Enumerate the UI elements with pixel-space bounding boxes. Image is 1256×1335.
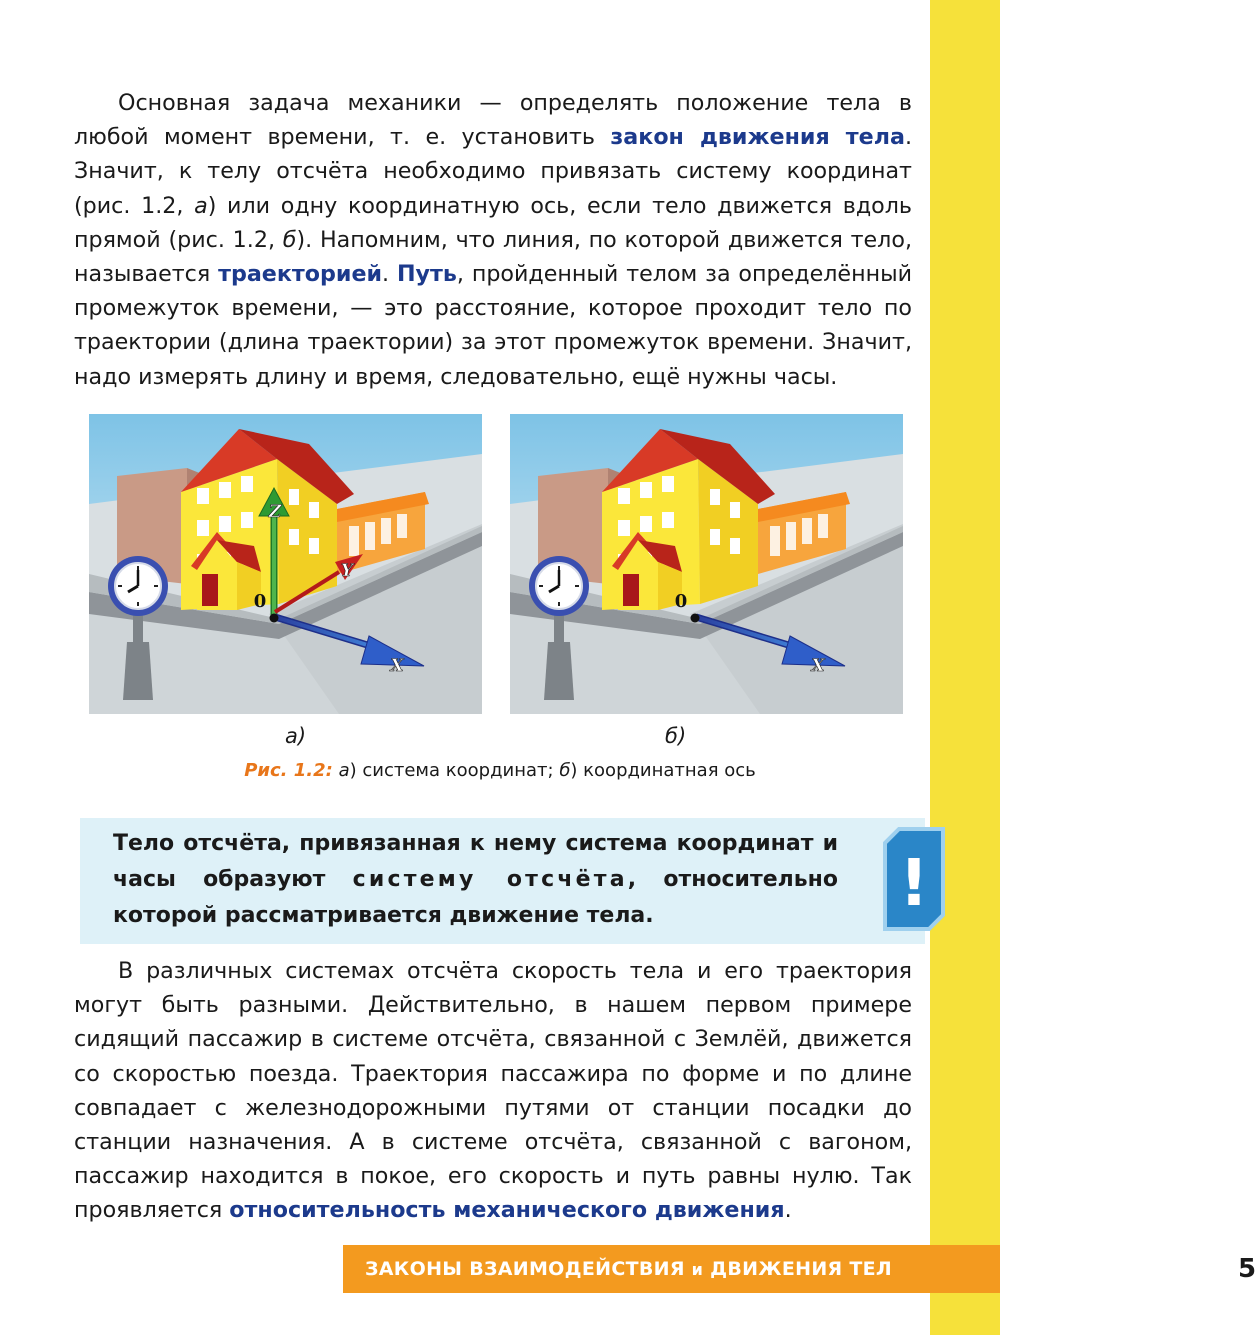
axis-x-label: X xyxy=(811,656,825,676)
axis-z-label: Z xyxy=(268,502,282,522)
street-illustration-b xyxy=(510,414,903,710)
term-reference-frame: систему отсчёта xyxy=(352,867,628,892)
paragraph-2: В различных системах отсчёта скорость тела и его траектория могут быть разными. Действительно, в нашем первом примере сидящий пассажир в системе отсчёта, связанной с Землёй, движется со скоростью поезда. Траектория пассажира по форме и по длине совпадает с железнодорожными путями от станции посадки до станции назначения. А в системе отсчёта, связанной с вагоном, пассажир находится в покое, его скорость и путь равны нулю. Так проявляется относительность механического движения. xyxy=(74,958,912,1224)
figure-a-label: а) xyxy=(285,724,307,748)
definition-text: Тело отсчёта, привязанная к нему система координат и часы образуют систему отсчёта, относительно которой рассматривается движение тела. xyxy=(113,831,838,928)
origin-label: 0 xyxy=(253,591,267,612)
page-number: 5 xyxy=(1238,1254,1256,1284)
term-relativity-of-motion: относительность механического движения xyxy=(229,1197,785,1224)
chapter-title: ЗАКОНЫ ВЗАИМОДЕЙСТВИЯ и ДВИЖЕНИЯ ТЕЛ xyxy=(365,1258,893,1280)
term-path: Путь xyxy=(396,261,457,288)
figure-caption: Рис. 1.2: а) система координат; б) координатная ось xyxy=(244,760,756,781)
figure-coordinate-axis xyxy=(510,414,903,710)
term-law-of-motion: закон движения тела xyxy=(610,124,905,151)
figure-b-label: б) xyxy=(665,724,687,748)
axis-y-label: Y xyxy=(340,561,354,581)
caption-number: Рис. 1.2: xyxy=(244,760,333,781)
street-illustration-a xyxy=(89,414,482,710)
footer-bar xyxy=(343,1245,1256,1293)
exclamation-icon xyxy=(885,829,943,929)
term-trajectory: траекторией xyxy=(218,261,383,288)
definition-box xyxy=(80,818,925,944)
origin-label: 0 xyxy=(674,591,688,612)
paragraph-1: Основная задача механики — определять положение тела в любой момент времени, т. е. установить закон движения тела. Значит, к телу отсчёта необходимо привязать систему координат (рис. 1.2, а) или одну координатную ось, если тело движется вдоль прямой (рис. 1.2, б). Напомним, что линия, по которой движется тело, называется траекторией. Путь, пройденный телом за определённый промежуток времени, — это расстояние, которое проходит тело по траектории (длина траектории) за этот промежуток времени. Значит, надо измерять длину и время, следовательно, ещё нужны часы. xyxy=(74,90,913,390)
figure-coordinate-system xyxy=(89,414,482,710)
svg-text:!: ! xyxy=(899,847,929,921)
axis-x-label: X xyxy=(390,656,404,676)
